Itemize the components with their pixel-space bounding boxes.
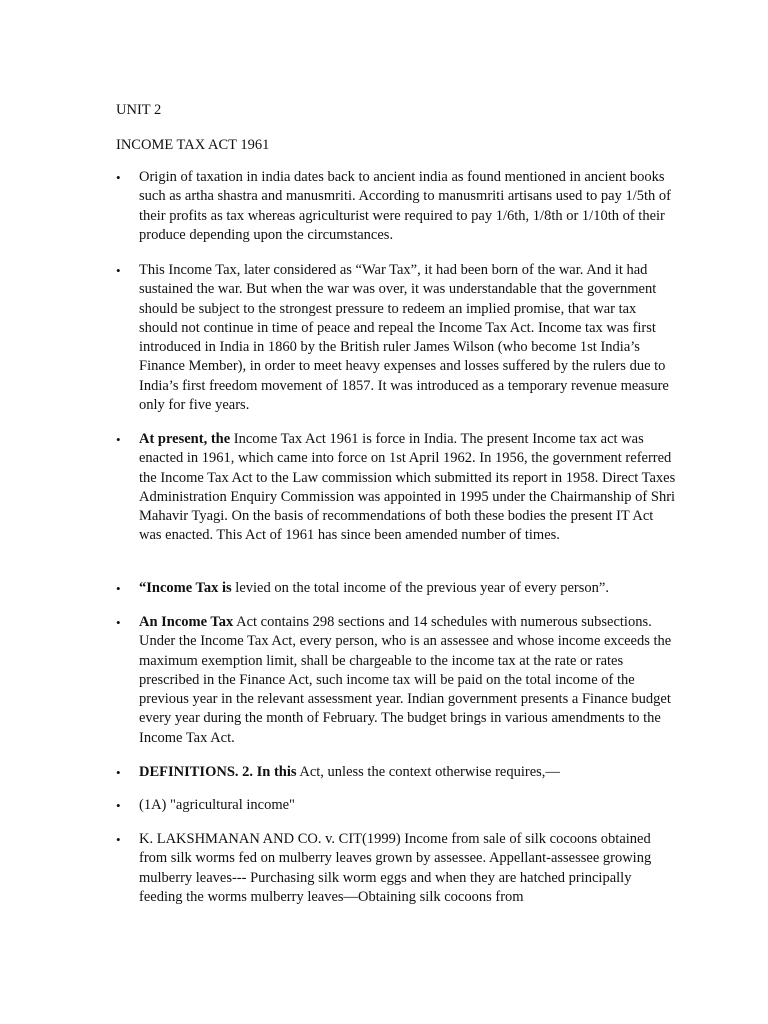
bullet-icon: •: [116, 581, 121, 596]
list-item-text: [139, 830, 676, 907]
list-item-body: Origin of taxation in india dates back to ancient india as found mentioned in ancient books such as artha shastra and manusmriti. According to manusmriti artisans used to pay 1/5th of their profits as tax whereas agriculturist were required to pay 1/6th, 1/8th or 1/10th of their produce depending upon the circumstances.: [139, 169, 671, 243]
list-item-body: Act, unless the context otherwise requires,—: [296, 764, 560, 780]
list-item-body: levied on the total income of the previous year of every person”.: [231, 580, 609, 596]
list-item-lead: An Income Tax: [139, 614, 234, 630]
list-item-lead: DEFINITIONS. 2. In this: [139, 764, 297, 780]
list-item-text: [139, 763, 676, 782]
bullet-icon: •: [116, 765, 121, 780]
list-item-body: K. LAKSHMANAN AND CO. v. CIT(1999) Income from sale of silk cocoons obtained from silk worms fed on mulberry leaves grown by assessee. Appellant-assessee growing mulberry leaves--- Purchasing silk worm eggs and when they are hatched principally feeding the worms mulberry leaves—Obtaining silk cocoons from: [139, 831, 652, 905]
bullet-icon: •: [116, 170, 121, 185]
list-item-text: [139, 261, 676, 415]
list-item-body: (1A) "agricultural income": [139, 797, 295, 813]
list-item-text: [139, 796, 676, 815]
bullet-icon: •: [116, 615, 121, 630]
list-item-lead: “Income Tax is: [139, 580, 232, 596]
list-item-text: [139, 168, 676, 245]
list-item-body: Income Tax Act 1961 is force in India. The present Income tax act was enacted in 1961, which came into force on 1st April 1962. In 1956, the government referred the Income Tax Act to the Law commission which submitted its report in 1958. Direct Taxes Administration Enquiry Commission was appointed in 1995 under the Chairmanship of Shri Mahavir Tyagi. On the basis of recommendations of both these bodies the present IT Act was enacted. This Act of 1961 has since been amended number of times.: [139, 431, 676, 544]
act-title: INCOME TAX ACT 1961: [116, 137, 270, 153]
unit-label: UNIT 2: [116, 102, 162, 118]
list-item-lead: At present, the: [139, 431, 231, 447]
list-item-body: Act contains 298 sections and 14 schedules with numerous subsections. Under the Income Tax Act, every person, who is an assessee and whose income exceeds the maximum exemption limit, shall be chargeable to the income tax at the rate or rates prescribed in the Finance Act, such income tax will be paid on the total income of the previous year in the relevant assessment year. Indian government presents a Finance budget every year during the month of February. The budget brings in various amendments to the Income Tax Act.: [139, 614, 672, 746]
bullet-icon: •: [116, 432, 121, 447]
list-item-text: [139, 430, 676, 546]
list-item-text: [139, 613, 676, 748]
bullet-icon: •: [116, 263, 121, 278]
bullet-icon: •: [116, 798, 121, 813]
bullet-icon: •: [116, 832, 121, 847]
list-item-body: This Income Tax, later considered as “War Tax”, it had been born of the war. And it had sustained the war. But when the war was over, it was understandable that the government should be subject to the strongest pressure to redeem an implied promise, that war tax should not continue in time of peace and repeal the Income Tax Act. Income tax was first introduced in India in 1860 by the British ruler James Wilson (who become 1st India’s Finance Member), in order to meet heavy expenses and losses suffered by the rulers due to India’s first freedom movement of 1857. It was introduced as a temporary revenue measure only for five years.: [139, 262, 669, 414]
list-item-text: [139, 579, 676, 598]
